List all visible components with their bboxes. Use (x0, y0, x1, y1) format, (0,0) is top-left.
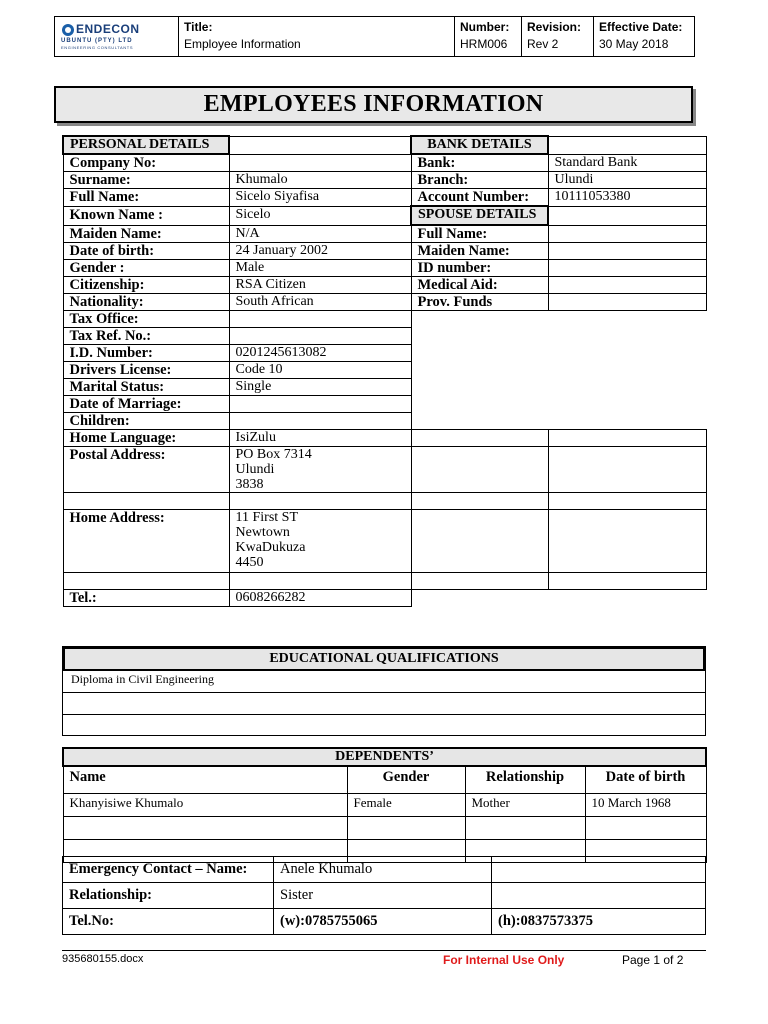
id-number-label: I.D. Number: (63, 345, 229, 362)
footer-filename: 935680155.docx (62, 953, 144, 965)
postal-line-3: 3838 (235, 477, 264, 492)
id-number-field[interactable]: 0201245613082 (229, 345, 411, 362)
postal-address-field[interactable] (229, 447, 411, 493)
revision-value: Rev 2 (527, 37, 559, 51)
effective-date-cell (594, 17, 695, 57)
citizenship-label: Citizenship: (63, 277, 229, 294)
prov-funds-label: Prov. Funds (411, 294, 548, 311)
branch-field[interactable]: Ulundi (548, 172, 706, 189)
spouse-maiden-name-label: Maiden Name: (411, 243, 548, 260)
gender-label: Gender : (63, 260, 229, 277)
dependent-gender[interactable]: Female (347, 794, 465, 817)
surname-field[interactable]: Khumalo (229, 172, 411, 189)
dependent-name[interactable]: Khanyisiwe Khumalo (63, 794, 347, 817)
education-section (62, 646, 706, 736)
known-name-label: Known Name : (63, 206, 229, 225)
full-name-label: Full Name: (63, 189, 229, 207)
dependent-gender[interactable] (347, 817, 465, 840)
dependents-table (62, 747, 707, 863)
emergency-tel-label: Tel.No: (63, 909, 274, 935)
postal-line-1: PO Box 7314 (235, 447, 312, 462)
home-line-2: Newtown (235, 525, 290, 540)
emergency-name-label: Emergency Contact – Name: (63, 857, 274, 883)
logo-bottom-text: UBUNTU (PTY) LTD (61, 38, 133, 44)
medical-aid-label: Medical Aid: (411, 277, 548, 294)
tax-ref-field[interactable] (229, 328, 411, 345)
gender-field[interactable]: Male (229, 260, 411, 277)
number-cell (455, 17, 522, 57)
maiden-name-label: Maiden Name: (63, 225, 229, 243)
home-address-label: Home Address: (63, 510, 229, 573)
tax-office-label: Tax Office: (63, 311, 229, 328)
dependent-relationship[interactable] (465, 817, 585, 840)
emergency-name-field[interactable]: Anele Khumalo (274, 857, 492, 883)
effective-label: Effective Date: (599, 20, 683, 34)
document-header (54, 16, 695, 57)
dependents-heading: DEPENDENTS’ (63, 748, 706, 766)
logo-top-text: ENDECON (76, 22, 140, 36)
dependent-dob[interactable]: 10 March 1968 (585, 794, 706, 817)
children-label: Children: (63, 413, 229, 430)
marital-status-field[interactable]: Single (229, 379, 411, 396)
dependent-relationship[interactable]: Mother (465, 794, 585, 817)
marital-status-label: Marital Status: (63, 379, 229, 396)
emergency-tel-work[interactable]: (w):0785755065 (274, 909, 492, 935)
spouse-full-name-field[interactable] (548, 225, 706, 243)
dob-label: Date of birth: (63, 243, 229, 260)
revision-cell (522, 17, 594, 57)
emergency-tel-home[interactable]: (h):0837573375 (492, 909, 706, 935)
company-logo (55, 17, 179, 57)
title-cell (179, 17, 455, 57)
personal-bank-grid (62, 135, 707, 607)
drivers-license-label: Drivers License: (63, 362, 229, 379)
tel-label: Tel.: (63, 590, 229, 607)
dependents-col-dob: Date of birth (585, 766, 706, 794)
logo-mark-icon (61, 23, 75, 37)
footer-divider (62, 950, 706, 951)
known-name-field[interactable]: Sicelo (229, 206, 411, 225)
spouse-id-field[interactable] (548, 260, 706, 277)
dependents-col-gender: Gender (347, 766, 465, 794)
document-title: EMPLOYEES INFORMATION (54, 86, 693, 123)
tax-office-field[interactable] (229, 311, 411, 328)
footer-notice: For Internal Use Only (443, 953, 565, 967)
maiden-name-field[interactable]: N/A (229, 225, 411, 243)
marriage-date-field[interactable] (229, 396, 411, 413)
number-value: HRM006 (460, 37, 508, 51)
dependent-name[interactable] (63, 817, 347, 840)
branch-label: Branch: (411, 172, 548, 189)
home-line-1: 11 First ST (235, 510, 298, 525)
surname-label: Surname: (63, 172, 229, 189)
logo-sub-text: ENGINEERING CONSULTANTS (61, 45, 134, 50)
citizenship-field[interactable]: RSA Citizen (229, 277, 411, 294)
prov-funds-field[interactable] (548, 294, 706, 311)
emergency-contact-table (62, 856, 706, 935)
education-heading: EDUCATIONAL QUALIFICATIONS (63, 647, 705, 671)
home-language-label: Home Language: (63, 430, 229, 447)
education-row[interactable] (63, 714, 705, 735)
revision-label: Revision: (527, 20, 582, 34)
company-no-field[interactable] (229, 154, 411, 172)
spouse-full-name-label: Full Name: (411, 225, 548, 243)
account-number-label: Account Number: (411, 189, 548, 207)
tel-field[interactable]: 0608266282 (229, 590, 411, 607)
tax-ref-label: Tax Ref. No.: (63, 328, 229, 345)
home-line-3: KwaDukuza (235, 540, 306, 555)
dob-field[interactable]: 24 January 2002 (229, 243, 411, 260)
title-value: Employee Information (184, 37, 301, 51)
spouse-id-label: ID number: (411, 260, 548, 277)
postal-address-label: Postal Address: (63, 447, 229, 493)
education-row[interactable] (63, 692, 705, 714)
footer-page-number: Page 1 of 2 (622, 953, 684, 967)
nationality-label: Nationality: (63, 294, 229, 311)
postal-line-2: Ulundi (235, 462, 275, 477)
effective-value: 30 May 2018 (599, 37, 669, 51)
personal-details-heading: PERSONAL DETAILS (63, 136, 229, 154)
bank-field[interactable]: Standard Bank (548, 154, 706, 172)
account-number-field[interactable]: 10111053380 (548, 189, 706, 207)
company-no-label: Company No: (63, 154, 229, 172)
spouse-maiden-name-field[interactable] (548, 243, 706, 260)
emergency-relationship-field[interactable]: Sister (274, 883, 492, 909)
dependent-dob[interactable] (585, 817, 706, 840)
bank-details-heading: BANK DETAILS (411, 136, 548, 154)
spouse-details-heading: SPOUSE DETAILS (411, 206, 548, 225)
number-label: Number: (460, 20, 510, 34)
bank-label: Bank: (411, 154, 548, 172)
drivers-license-field[interactable]: Code 10 (229, 362, 411, 379)
dependents-col-name: Name (63, 766, 347, 794)
table-row (63, 794, 706, 817)
dependents-col-relationship: Relationship (465, 766, 585, 794)
emergency-relationship-label: Relationship: (63, 883, 274, 909)
nationality-field[interactable]: South African (229, 294, 411, 311)
table-row (63, 817, 706, 840)
children-field[interactable] (229, 413, 411, 430)
title-label: Title: (184, 20, 213, 34)
home-line-4: 4450 (235, 555, 264, 570)
marriage-date-label: Date of Marriage: (63, 396, 229, 413)
medical-aid-field[interactable] (548, 277, 706, 294)
home-address-field[interactable] (229, 510, 411, 573)
education-row[interactable]: Diploma in Civil Engineering (71, 672, 214, 686)
home-language-field[interactable]: IsiZulu (229, 430, 411, 447)
full-name-field[interactable]: Sicelo Siyafisa (229, 189, 411, 207)
